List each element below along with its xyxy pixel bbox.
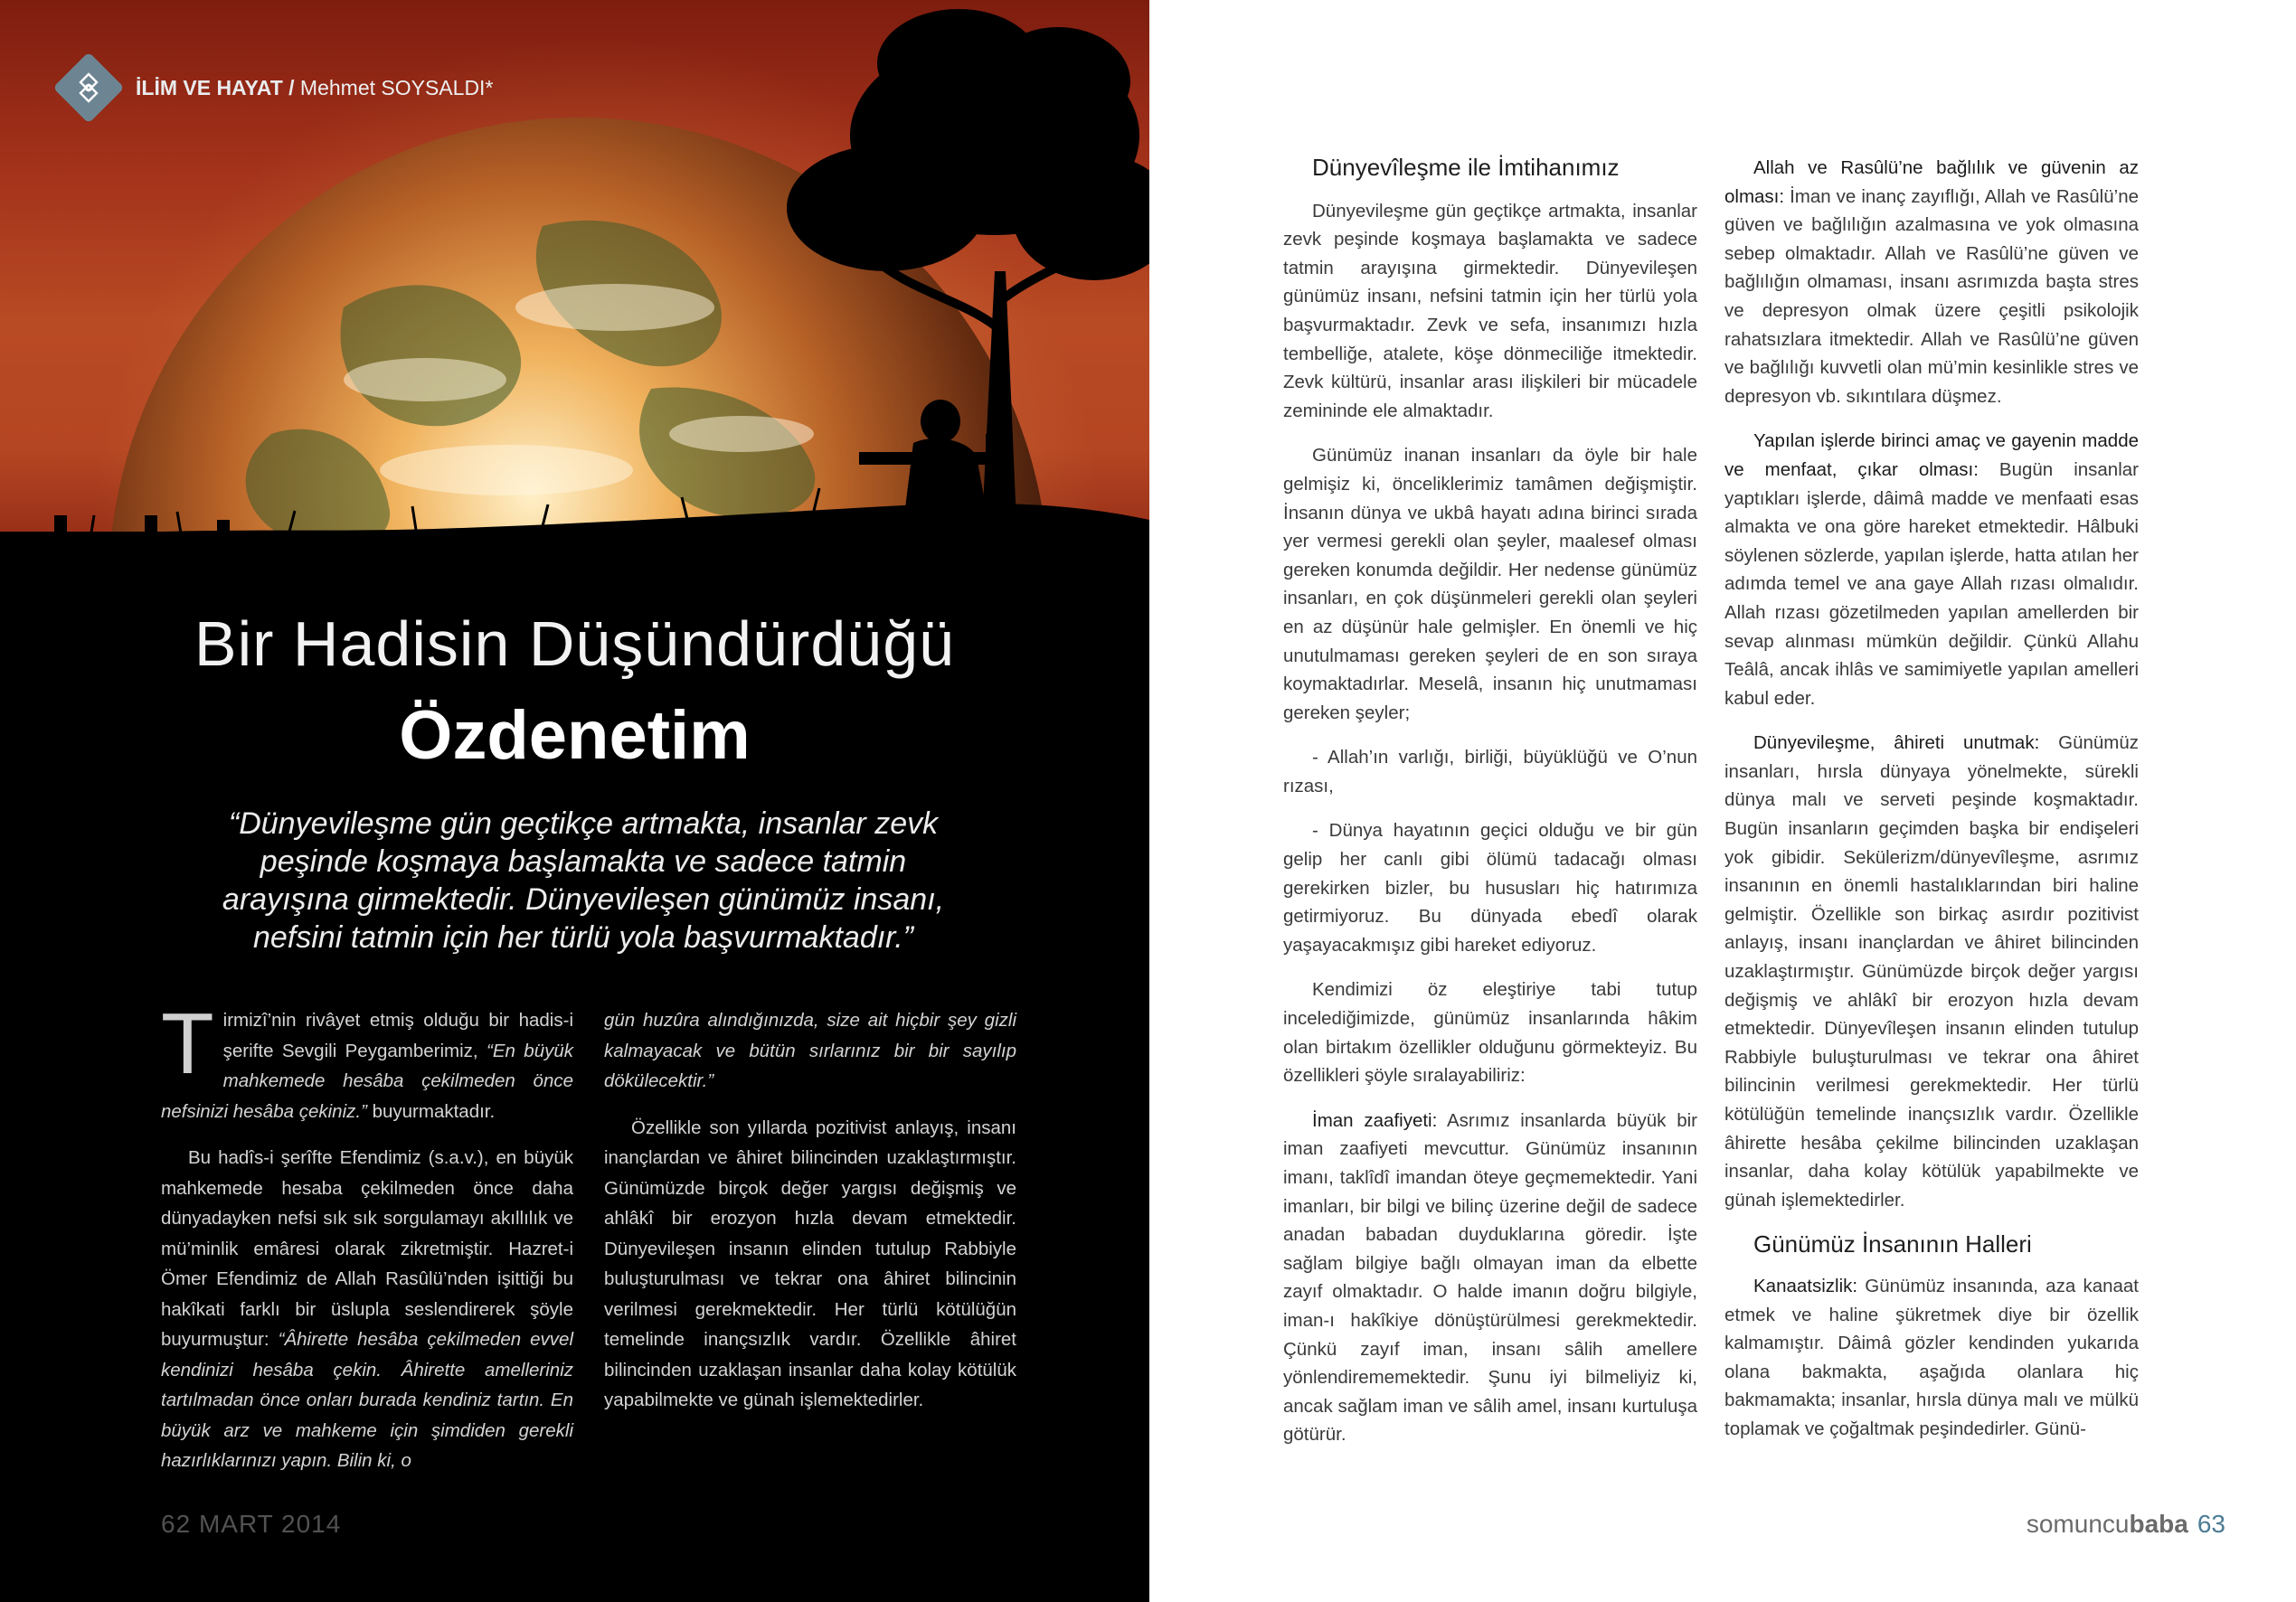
pull-quote: “Dünyevileşme gün geçtikçe artmakta, insanlar zevk peşinde koşmaya başlamakta ve sadece tatmin arayışına girmektedir. Dünyevileşen günümüz insanı, nefsini tatmin için her türlü yola başvurmaktadır.” (222, 806, 945, 955)
text: İman ve inanç zayıflığı, Allah ve Rasûlü’ne güven ve bağlılığın azalmasına ve yok olmasına sebep olmaktadır. Allah ve Rasûlü’ne güven ve bağlılığın olmaması, insanı asrımızda başta stres ve depresyon olmak üzere çeşitli psikolojik rahatsızlara itmektedir. Allah ve Rasûlü’ne güven ve bağlılığı kuvvetli olan mü’min kesinlikle stres ve depresyon vb. sıkıntılara düşmez. (1724, 185, 2139, 407)
paragraph (1724, 729, 2139, 1214)
ornament-icon (73, 72, 104, 103)
paragraph: Kendimizi öz eleştiriye tabi tutup incelediğimizde, günümüz insanlarında hâkim olan birtakım özellikler olduğunu görmekteyiz. Bu özellikleri şöyle sıralayabiliriz: (1283, 979, 1697, 1087)
issue-date: MART 2014 (198, 1510, 342, 1538)
title-line1: Bir Hadisin Düşündürdüğü (194, 608, 956, 679)
section-title (136, 76, 493, 100)
lead-in: Allah ve Rasûlü’ne bağlılık ve güvenin az olması: (1724, 157, 2139, 207)
list-item: - Allah’ın varlığı, birliği, büyüklüğü ve O’nun rızası, (1283, 747, 1697, 796)
brand-name-bold: baba (2129, 1510, 2188, 1538)
hadith-quote: “En büyük mahkemede hesâba çekilmeden önce nefsinizi hesâba çekiniz.” (161, 1040, 573, 1122)
section-header (63, 56, 493, 119)
paragraph: Özellikle son yıllarda pozitivist anlayış, insanı inançlardan ve âhiret bilincinden uzaklaştırmıştır. Günümüzde birçok değer yargısı değişmiş ve ahlâkî bir erozyon hızla devam etmektedir. Dünyevileşen insanın elinden tutulup Rabbiyle buluşturulması ve tekrar ona âhiret bilincinin verilmesi gerekmektedir. Her türlü kötülüğün temelinde inançsızlık vardır. Özellikle âhiret bilincinden uzaklaşan insanlar daha kolay kötülük yapabilmekte ve günah işlemektedirler. (604, 1117, 1016, 1410)
brand-name: somuncu (2026, 1510, 2130, 1538)
left-column-2 (604, 1005, 1016, 1432)
left-column-1 (161, 995, 573, 1493)
diamond-badge (52, 52, 124, 123)
text: Günümüz insanları, hırsla dünyaya yönelmekte, sürekli dünya malı ve serveti peşinde koşmaktadır. Bugün insanların geçimden başka bir endişeleri yok gibidir. Sekülerizm/dünyevîleşme, asrımız insanının en önemli hastalıklarından biri haline gelmiştir. Özellikle son birkaç asırdır pozitivist anlayış, insanı inançlardan ve âhiret bilincinden uzaklaştırmıştır. Günümüzde birçok değer yargısı değişmiş ve ahlâkî bir erozyon hızla devam etmektedir. Dünyevîleşen insanın elinden tutulup Rabbiyle buluşturulması ve tekrar ona âhiret bilincinin verilmesi gerekmektedir. Her türlü kötülüğün temelinde inançsızlık vardır. Özellikle âhirette hesâba çekilme bilincinden uzaklaşan insanlar, daha kolay kötülük yapabilmekte ve günah işlemektedirler. (1724, 732, 2139, 1211)
paragraph (161, 995, 573, 1126)
paragraph (1724, 154, 2139, 410)
lead-in: Kanaatsizlik: (1753, 1275, 1858, 1296)
quote: gün huzûra alındığınızda, size ait hiçbir şey gizli kalmayacak ve bütün sırlarınız bir bir sayılıp dökülecektir.” (604, 1010, 1016, 1091)
text: Bugün insanlar yaptıkları işlerde, dâimâ madde ve menfaati esas almakta ve ona göre hareket etmektedir. Hâlbuki söylenen sözlerde, yapılan işlerde, hatta atılan her adımda temel ve ana gaye Allah rızası olmalıdır. Allah rızası gözetilmeden yapılan amellerden bir sevap alınması mümkün değildir. Çünkü Allahu Teâlâ, ancak ihlâs ve samimiyetle yapılan amelleri kabul eder. (1724, 458, 2139, 709)
text: Asrımız insanlarda büyük bir iman zaafiyeti mevcuttur. Günümüz insanının imanı, taklîdî imandan öteye geçmemektedir. Yani imanları, bir bilgi ve bilinç üzerine değil de sadece anadan babadan duyduklarına göredir. İşte sağlam bilgiye bağlı olmayan iman da elbette zayıf olmaktadır. O halde imanın doğru bilgiyle, iman-ı hakîkiye dönüştürülmesi gerekmektedir. Çünkü zayıf iman, insanı sâlih amellere yönlendirememektedir. Şunu iyi bilmeliyiz ki, ancak sağlam iman ve sâlih amel, insanı kurtuluşa götürür. (1283, 1109, 1697, 1446)
text: Bu hadîs-i şerîfte Efendimiz (s.a.v.), en büyük mahkemede hesaba çekilmeden önce daha dünyadayken nefsi sık sık sorgulamayı akıllılık ve mü’minlik emâresi olarak zikretmiştir. Hazret-i Ömer Efendimiz de Allah Rasûlü’nden işittiği bu hakîkati farklı bir üslupla seslendirerek şöyle buyurmuştur: (161, 1147, 573, 1350)
text: Günümüz insanında, aza kanaat etmek ve haline şükretmek diye bir özellik kalmamıştır. Dâimâ gözler kendinden yukarıda olana bakmakta, aşağıda olanlara hiç bakmamakta; insanlar, hırsla dünya malı ve mülkü toplamak ve çoğaltmak peşindedirler. Günü- (1724, 1275, 2139, 1439)
paragraph (161, 1143, 573, 1476)
text: buyurmaktadır. (366, 1100, 496, 1122)
title-line2: Özdenetim (399, 697, 751, 774)
text: irmizî’nin rivâyet etmiş olduğu bir hadis-i şerifte Sevgili Peygamberimiz, (222, 1010, 573, 1061)
paragraph (1724, 427, 2139, 712)
paragraph (604, 1005, 1016, 1097)
paragraph: Günümüz inanan insanları da öyle bir hale gelmişiz ki, önceliklerimiz tamâmen değişmiştir. İnsanın dünya ve ukbâ hayatı adına birinci sırada yer vermesi gerekli olan şeyler, maalesef olması gereken konumda değildir. Her nedense günümüz insanları, en çok düşünmeleri gerekli olan şeyleri en az düşünür hale gelmişler. En önemli ve hiç unutulmaması gereken şeyleri de en son sıraya koymaktadırlar. Meselâ, insanın hiç unutmaması gereken şeyler; (1283, 445, 1697, 723)
author-name: Mehmet SOYSALDI* (299, 75, 494, 99)
right-column-1 (1283, 154, 1697, 1465)
subheading: Dünyevîleşme ile İmtihanımız (1312, 154, 1620, 181)
list-item: - Dünya hayatının geçici olduğu ve bir gün gelip her canlı gibi ölümü tadacağı olması gerekirken bizler, bu hususları hiç hatırımıza getirmiyoruz. Bu dünyada ebedî olarak yaşayacakmışız gibi hareket ediyoruz. (1283, 820, 1697, 956)
section-name: İLİM VE HAYAT (136, 75, 283, 99)
right-page (1149, 0, 2296, 1602)
drop-cap: T (161, 995, 214, 1092)
lead-in: Yapılan işlerde birinci amaç ve gayenin madde ve menfaat, çıkar olması: (1724, 430, 2139, 480)
section-separator: / (288, 75, 295, 99)
page-number: 62 (161, 1510, 192, 1538)
subheading: Günümüz İnsanının Halleri (1753, 1230, 2032, 1258)
paragraph (1724, 1272, 2139, 1444)
page-number: 63 (2197, 1510, 2225, 1538)
folio-right (2027, 1510, 2225, 1539)
paragraph (1283, 1107, 1697, 1449)
right-column-2 (1724, 154, 2139, 1460)
quote: “Âhirette hesâba çekilmeden evvel kendinizi hesâba çekin. Âhirette amelleriniz tartılmadan önce onları burada kendiniz tartın. En büyük arz ve mahkeme için şimdiden gerekli hazırlıklarınızı yapın. Bilin ki, o (161, 1329, 573, 1471)
lead-in: Dünyevileşme, âhireti unutmak: (1753, 732, 2040, 754)
folio-left (161, 1510, 341, 1539)
paragraph: Dünyevileşme gün geçtikçe artmakta, insanlar zevk peşinde koşmaya başlamakta ve sadece tatmin arayışına girmektedir. Dünyevileşen günümüz insanı, nefsini tatmin için her türlü yola başvurmaktadır. Zevk ve sefa, insanımızı hızla tembelliğe, atalete, köşe dönmeciliğe itmektedir. Zevk kültürü, insanlar arası ilişkileri bir mücadele zemininde ele almaktadır. (1283, 200, 1697, 421)
lead-in: İman zaafiyeti: (1312, 1109, 1438, 1131)
